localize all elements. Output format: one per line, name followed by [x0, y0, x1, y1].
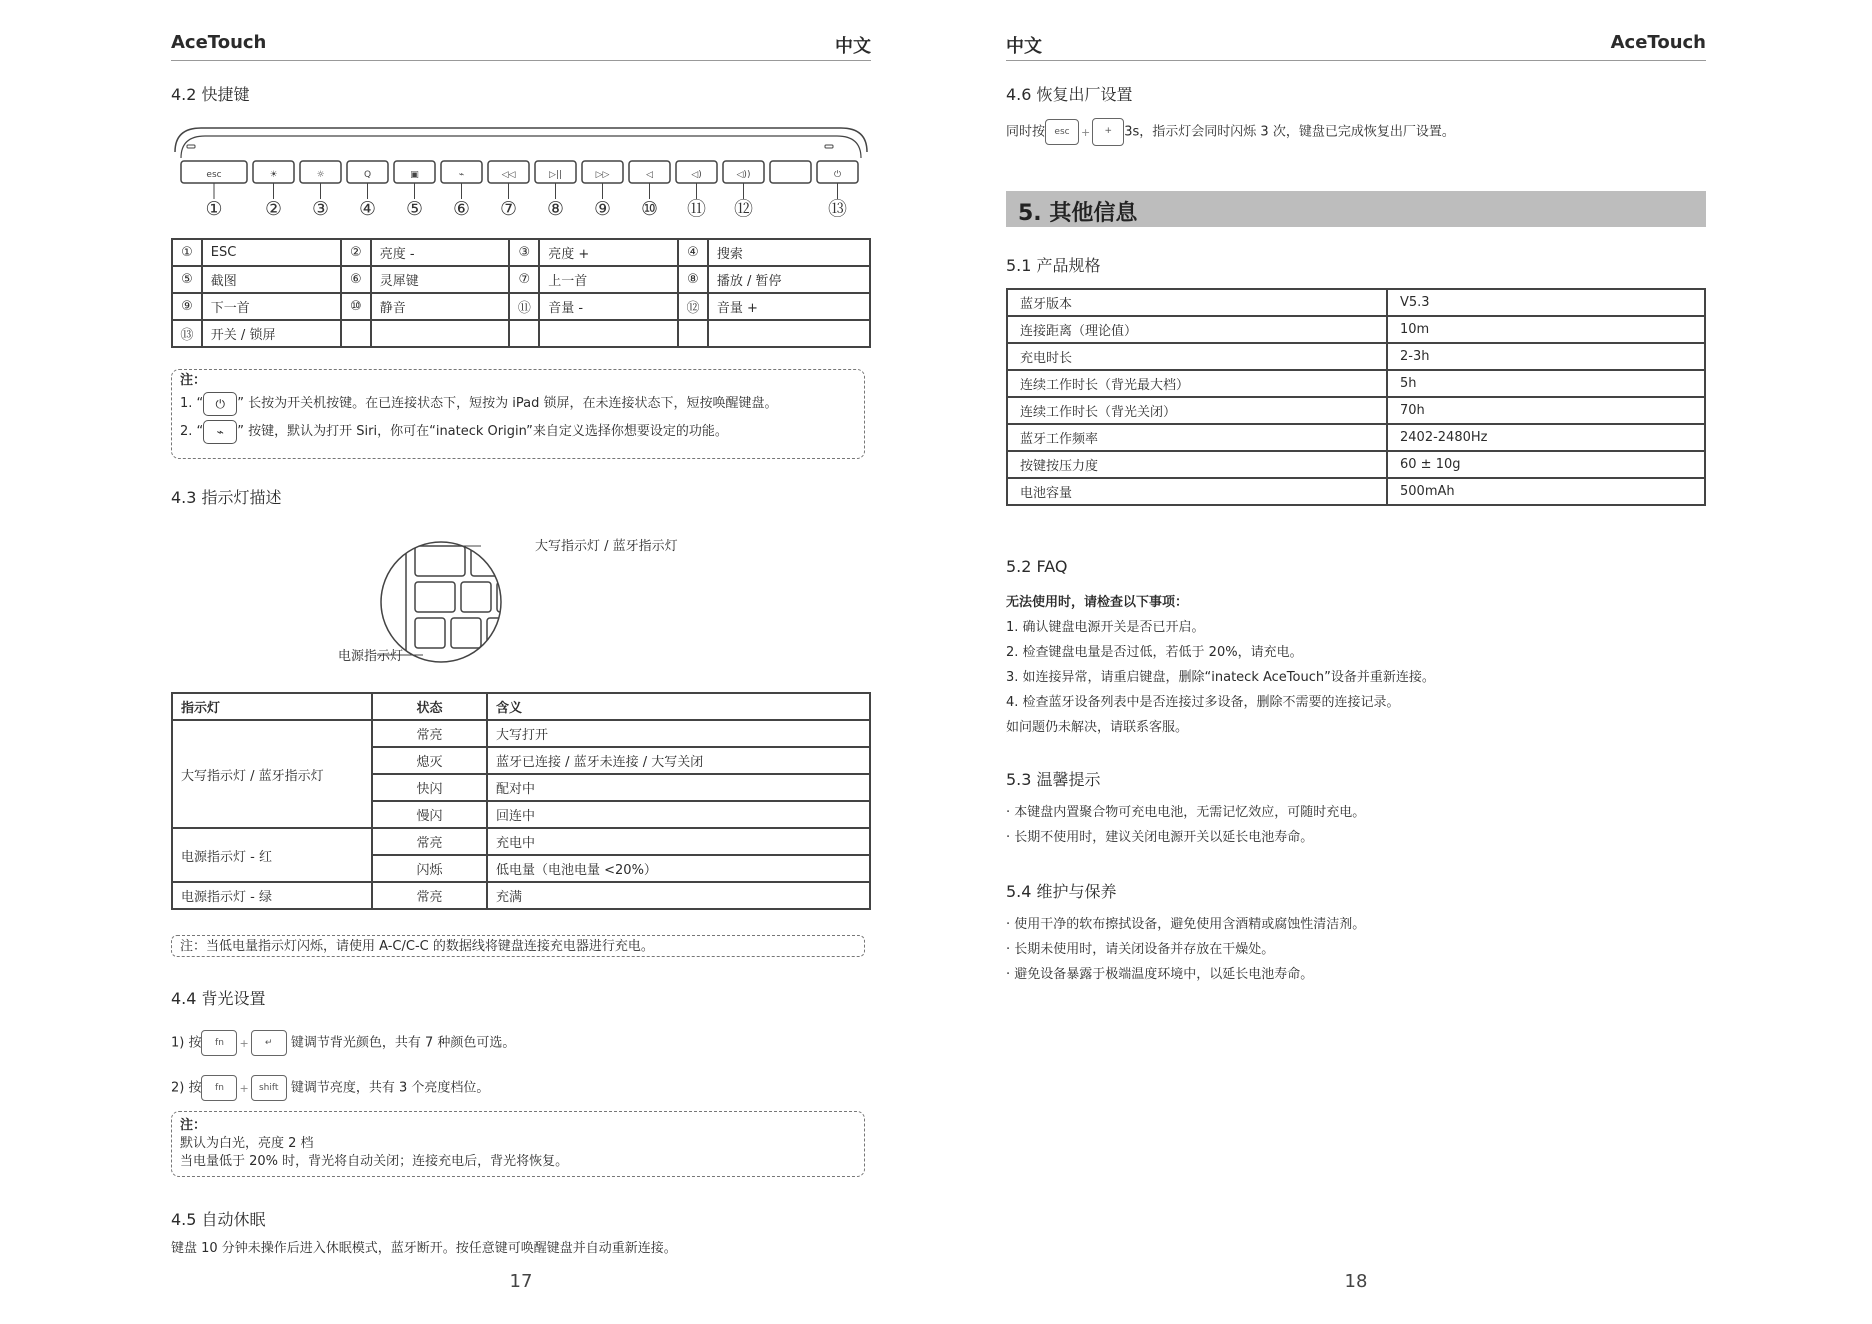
- keyboard-key-glyph: esc: [206, 170, 222, 180]
- keyboard-key-glyph: ☼: [316, 170, 325, 180]
- shortcut-function: 上一首: [539, 266, 678, 293]
- keyboard-key-glyph: ⌁: [458, 170, 465, 180]
- page-number: 18: [1344, 1271, 1368, 1292]
- spec-name: 连接距离（理论值）: [1007, 316, 1387, 343]
- indicator-table: [171, 692, 871, 910]
- spec-value: 60 ± 10g: [1387, 451, 1705, 478]
- care-list: [1006, 912, 1365, 987]
- section-4-2-title: 4.2 快捷键: [171, 85, 250, 104]
- power-indicator-callout: 电源指示灯: [338, 649, 404, 664]
- indicator-meaning: 低电量（电池电量 <20%）: [487, 855, 870, 882]
- keyboard-key-glyph: ◁)): [736, 170, 751, 180]
- indicator-meaning: 配对中: [487, 774, 870, 801]
- spec-name: 按键按压力度: [1007, 451, 1387, 478]
- section-5-3-title: 5.3 温馨提示: [1006, 770, 1101, 789]
- factory-reset-line: 同时按 esc + + 3s，指示灯会同时闪烁 3 次，键盘已完成恢复出厂设置。: [1006, 118, 1455, 147]
- keyboard-shortcut-diagram: [171, 124, 871, 224]
- key-callout-number: ⑦: [499, 198, 518, 220]
- note-backlight-default: 默认为白光，亮度 2 档: [180, 1136, 314, 1151]
- shortcut-function: 亮度 -: [371, 239, 510, 266]
- shortcut-number: ③: [509, 239, 539, 266]
- spec-name: 充电时长: [1007, 343, 1387, 370]
- shortcut-number: ④: [678, 239, 708, 266]
- table-row: [172, 720, 870, 747]
- care-item: · 避免设备暴露于极端温度环境中，以延长电池寿命。: [1006, 967, 1314, 982]
- shortcut-number: [678, 320, 708, 347]
- section-4-3-title: 4.3 指示灯描述: [171, 488, 282, 507]
- shortcut-number: ⑩: [341, 293, 371, 320]
- shortcut-function: 播放 / 暂停: [708, 266, 870, 293]
- section-4-5-title: 4.5 自动休眠: [171, 1210, 266, 1229]
- shortcut-number: ⑧: [678, 266, 708, 293]
- note-line-1: ” 长按为开关机按键。在已连接状态下，短按为 iPad 锁屏，在未连接状态下，短按唤醒键盘。: [237, 396, 778, 411]
- shortcut-function: 开关 / 锁屏: [202, 320, 341, 347]
- shortcut-number: ⑨: [172, 293, 202, 320]
- key-callout-number: ⑤: [405, 198, 424, 220]
- shortcut-number: ⑪: [509, 293, 539, 320]
- faq-list: [1006, 590, 1435, 740]
- backlight-color-line: 1) 按 fn + ↵ 键调节背光颜色，共有 7 种颜色可选。: [171, 1030, 515, 1057]
- key-callout-number: ⑨: [593, 198, 612, 220]
- spec-value: 10m: [1387, 316, 1705, 343]
- shift-key-icon: shift: [251, 1075, 287, 1101]
- spec-value: 2402-2480Hz: [1387, 424, 1705, 451]
- faq-item: 如问题仍未解决，请联系客服。: [1006, 720, 1189, 735]
- note-power-siri: [171, 369, 865, 459]
- shortcut-function: 下一首: [202, 293, 341, 320]
- brand-title: AceTouch: [1610, 32, 1706, 53]
- note-line-1-prefix: 1. “: [180, 396, 204, 411]
- brand-title: AceTouch: [171, 32, 267, 53]
- indicator-state: 常亮: [372, 720, 487, 747]
- section-5-2-title: 5.2 FAQ: [1006, 557, 1068, 576]
- table-row: [172, 266, 870, 293]
- spec-value: 5h: [1387, 370, 1705, 397]
- key-callout-number: ⑧: [546, 198, 565, 220]
- page-header: [1006, 30, 1706, 61]
- note-title: 注：: [180, 1118, 207, 1133]
- key-callout-number: ④: [358, 198, 377, 220]
- spec-value: 2-3h: [1387, 343, 1705, 370]
- table-row: [1007, 424, 1705, 451]
- note-line-2-prefix: 2. “: [180, 424, 204, 439]
- keyboard-key-glyph: Q: [363, 170, 372, 180]
- caps-bt-indicator-callout: 大写指示灯 / 蓝牙指示灯: [535, 539, 678, 554]
- shortcut-number: ⑤: [172, 266, 202, 293]
- table-row: [1007, 343, 1705, 370]
- keyboard-key-glyph: ▷▷: [595, 170, 610, 180]
- section-5-4-title: 5.4 维护与保养: [1006, 882, 1117, 901]
- note-backlight-low: 当电量低于 20% 时，背光将自动关闭；连接充电后，背光将恢复。: [180, 1154, 569, 1169]
- shortcut-number: ②: [341, 239, 371, 266]
- care-item: · 使用干净的软布擦拭设备，避免使用含酒精或腐蚀性清洁剂。: [1006, 917, 1366, 932]
- indicator-meaning: 回连中: [487, 801, 870, 828]
- spec-name: 蓝牙工作频率: [1007, 424, 1387, 451]
- spec-name: 蓝牙版本: [1007, 289, 1387, 316]
- shortcut-function: 灵犀键: [371, 266, 510, 293]
- shortcut-function: 音量 -: [539, 293, 678, 320]
- table-row: [172, 320, 870, 347]
- shortcut-number: ①: [172, 239, 202, 266]
- reset-text: 3s，指示灯会同时闪烁 3 次，键盘已完成恢复出厂设置。: [1124, 124, 1455, 140]
- shortcut-function: [539, 320, 678, 347]
- shortcut-number: [509, 320, 539, 347]
- faq-item: 3. 如连接异常，请重启键盘，删除“inateck AceTouch”设备并重新连接。: [1006, 670, 1435, 685]
- shortcut-number: [341, 320, 371, 347]
- indicator-meaning: 大写打开: [487, 720, 870, 747]
- faq-item: 4. 检查蓝牙设备列表中是否连接过多设备，删除不需要的连接记录。: [1006, 695, 1400, 710]
- keyboard-key-glyph: ⏻: [833, 170, 842, 180]
- key-callout-number: ②: [264, 198, 283, 220]
- indicator-state: 常亮: [372, 882, 487, 909]
- note-low-battery: 注：当低电量指示灯闪烁，请使用 A-C/C-C 的数据线将键盘连接充电器进行充电。: [171, 935, 865, 957]
- indicator-meaning: 蓝牙已连接 / 蓝牙未连接 / 大写关闭: [487, 747, 870, 774]
- page-number: 17: [509, 1271, 533, 1292]
- section-4-6-title: 4.6 恢复出厂设置: [1006, 85, 1133, 104]
- fn-key-icon: fn: [201, 1030, 237, 1056]
- faq-item: 2. 检查键盘电量是否过低，若低于 20%，请充电。: [1006, 645, 1303, 660]
- shortcut-function: [371, 320, 510, 347]
- col-header: 指示灯: [172, 693, 372, 720]
- section-5-1-title: 5.1 产品规格: [1006, 256, 1101, 275]
- keyboard-key-glyph: ▷||: [549, 170, 562, 180]
- language-label: 中文: [1006, 36, 1042, 57]
- spec-value: V5.3: [1387, 289, 1705, 316]
- section-5-banner: [1006, 191, 1706, 227]
- care-item: · 长期未使用时，请关闭设备并存放在干燥处。: [1006, 942, 1275, 957]
- enter-key-icon: ↵: [251, 1030, 287, 1056]
- spec-name: 电池容量: [1007, 478, 1387, 505]
- shortcut-function: 截图: [202, 266, 341, 293]
- table-row: [172, 828, 870, 855]
- spec-name: 连续工作时长（背光关闭）: [1007, 397, 1387, 424]
- key-callout-number: ⑩: [640, 198, 659, 220]
- note-backlight: [171, 1111, 865, 1177]
- spec-name: 连续工作时长（背光最大档）: [1007, 370, 1387, 397]
- indicator-state: 慢闪: [372, 801, 487, 828]
- keyboard-key-glyph: ◁): [691, 170, 702, 180]
- fn-key-icon: fn: [201, 1075, 237, 1101]
- indicator-name: 大写指示灯 / 蓝牙指示灯: [172, 720, 372, 828]
- table-row: [1007, 370, 1705, 397]
- indicator-state: 闪烁: [372, 855, 487, 882]
- key-callout-number: ①: [205, 198, 223, 220]
- tip-item: · 长期不使用时，建议关闭电源开关以延长电池寿命。: [1006, 830, 1314, 845]
- key-callout-number: ③: [311, 198, 330, 220]
- shortcut-number: ⑬: [172, 320, 202, 347]
- shortcut-number: ⑥: [341, 266, 371, 293]
- keyboard-key-glyph: ▣: [410, 170, 419, 180]
- key-callout-number: ⑥: [452, 198, 471, 220]
- section-4-4-title: 4.4 背光设置: [171, 989, 266, 1008]
- table-row: [172, 239, 870, 266]
- indicator-name: 电源指示灯 - 绿: [172, 882, 372, 909]
- backlight-line-1: 键调节背光颜色，共有 7 种颜色可选。: [290, 1035, 516, 1051]
- key-callout-number: ⑬: [827, 198, 848, 220]
- shortcut-function: [708, 320, 870, 347]
- key-callout-number: ⑪: [686, 198, 707, 220]
- shortcut-table: [171, 238, 871, 348]
- language-label: 中文: [835, 36, 871, 57]
- faq-item: 无法使用时，请检查以下事项：: [1006, 595, 1189, 610]
- indicator-name: 电源指示灯 - 红: [172, 828, 372, 882]
- col-header: 含义: [487, 693, 870, 720]
- backlight-line-2: 键调节亮度，共有 3 个亮度档位。: [290, 1080, 490, 1096]
- table-row: [1007, 289, 1705, 316]
- esc-key-icon: esc: [1045, 119, 1079, 145]
- backlight-line-2-prefix: 2) 按: [171, 1080, 202, 1096]
- spec-value: 70h: [1387, 397, 1705, 424]
- note-title: 注：: [180, 373, 207, 388]
- section-5-title: 5. 其他信息: [1018, 201, 1138, 226]
- indicator-state: 熄灭: [372, 747, 487, 774]
- shortcut-number: ⑦: [509, 266, 539, 293]
- auto-sleep-text: 键盘 10 分钟未操作后进入休眠模式，蓝牙断开。按任意键可唤醒键盘并自动重新连接。: [171, 1241, 677, 1256]
- shortcut-function: 静音: [371, 293, 510, 320]
- keyboard-key: [770, 161, 811, 183]
- reset-prefix: 同时按: [1006, 124, 1046, 140]
- table-row: [172, 293, 870, 320]
- keyboard-key-glyph: ◁◁: [501, 170, 516, 180]
- shortcut-function: 亮度 +: [539, 239, 678, 266]
- keyboard-key-glyph: ◁: [646, 170, 653, 180]
- shortcut-function: 音量 +: [708, 293, 870, 320]
- key-callout-number: ⑫: [733, 198, 754, 220]
- backlight-brightness-line: 2) 按 fn + shift 键调节亮度，共有 3 个亮度档位。: [171, 1075, 489, 1102]
- indicator-state: 快闪: [372, 774, 487, 801]
- table-row: [1007, 316, 1705, 343]
- table-row: [172, 693, 870, 720]
- shortcut-function: ESC: [202, 239, 341, 266]
- table-row: [1007, 478, 1705, 505]
- indicator-meaning: 充电中: [487, 828, 870, 855]
- table-row: [1007, 397, 1705, 424]
- table-row: [172, 882, 870, 909]
- note-line-2: ” 按键，默认为打开 Siri，你可在“inateck Origin”来自定义选择你想要设定的功能。: [237, 424, 728, 439]
- col-header: 状态: [372, 693, 487, 720]
- faq-item: 1. 确认键盘电源开关是否已开启。: [1006, 620, 1205, 635]
- shortcut-number: ⑫: [678, 293, 708, 320]
- power-key-icon: ⏻: [203, 392, 237, 416]
- indicator-meaning: 充满: [487, 882, 870, 909]
- table-row: [1007, 451, 1705, 478]
- keyboard-key-glyph: ☀: [269, 170, 278, 180]
- shortcut-function: 搜索: [708, 239, 870, 266]
- siri-key-icon: ⌁: [203, 420, 237, 444]
- spec-table: [1006, 288, 1706, 506]
- tip-item: · 本键盘内置聚合物可充电电池，无需记忆效应，可随时充电。: [1006, 805, 1366, 820]
- spec-value: 500mAh: [1387, 478, 1705, 505]
- page-header: [171, 30, 871, 61]
- backlight-line-1-prefix: 1) 按: [171, 1035, 202, 1051]
- tips-list: [1006, 800, 1365, 850]
- indicator-state: 常亮: [372, 828, 487, 855]
- plus-equal-key-icon: +: [1092, 118, 1124, 146]
